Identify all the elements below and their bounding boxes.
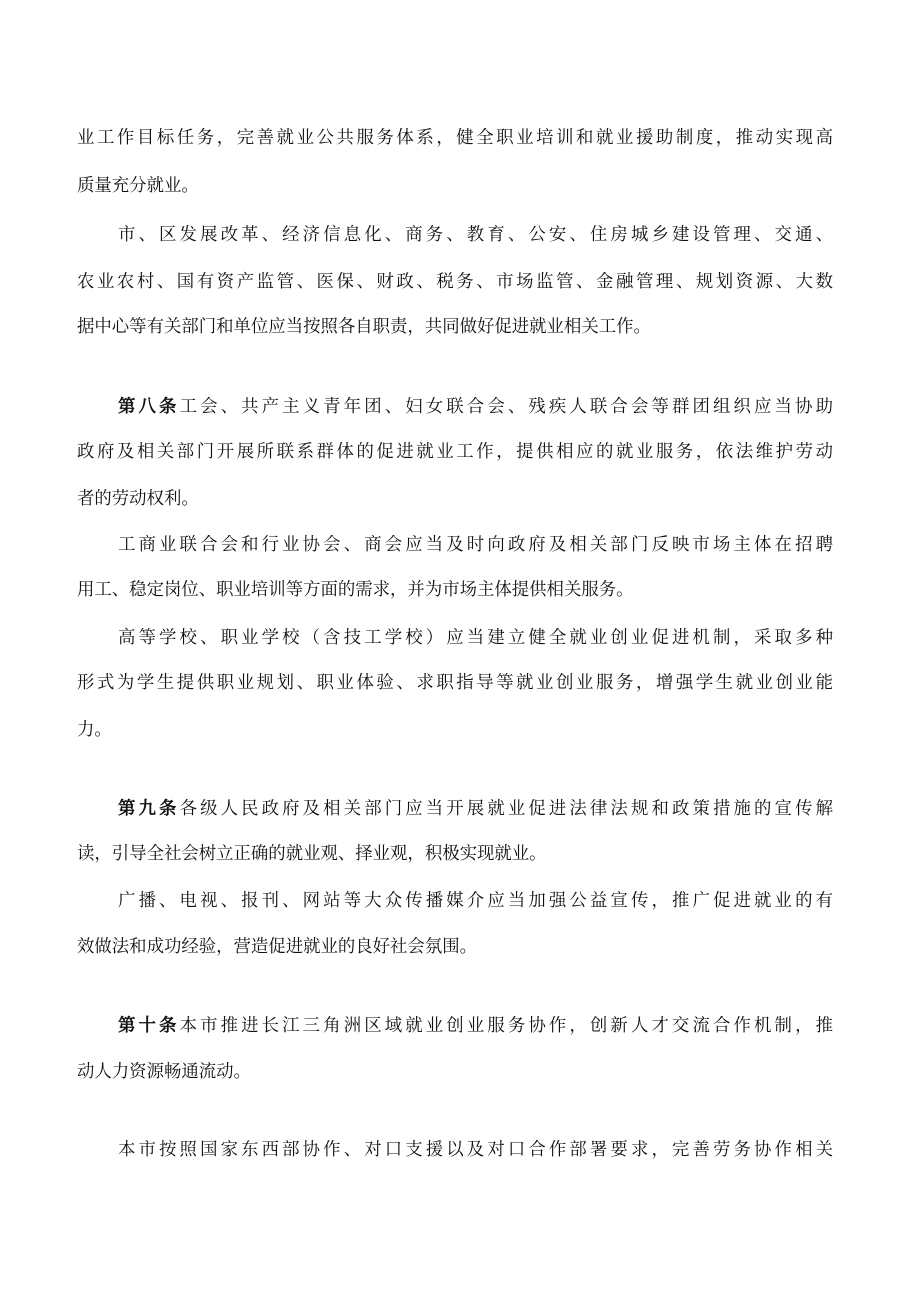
article-10-text: 本市推进长江三角洲区域就业创业服务协作，创新人才交流合作机制，推 bbox=[179, 1016, 833, 1036]
paragraph-line: 用工、稳定岗位、职业培训等方面的需求，并为市场主体提供相关服务。 bbox=[77, 580, 634, 600]
paragraph-line: 力。 bbox=[77, 720, 112, 740]
paragraph-line: 农业农村、国有资产监管、医保、财政、税务、市场监管、金融管理、规划资源、大数 bbox=[77, 272, 833, 292]
article-9-first-line bbox=[118, 797, 833, 821]
paragraph-line: 工商业联合会和行业协会、商会应当及时向政府及相关部门反映市场主体在招聘 bbox=[118, 535, 833, 555]
paragraph-line: 质量充分就业。 bbox=[77, 176, 199, 196]
paragraph-line: 形式为学生提供职业规划、职业体验、求职指导等就业创业服务，增强学生就业创业能 bbox=[77, 673, 833, 693]
paragraph-line: 者的劳动权利。 bbox=[77, 489, 199, 509]
paragraph-line: 高等学校、职业学校（含技工学校）应当建立健全就业创业促进机制，采取多种 bbox=[118, 628, 833, 648]
paragraph-line: 效做法和成功经验，营造促进就业的良好社会氛围。 bbox=[77, 937, 477, 957]
paragraph-line: 动人力资源畅通流动。 bbox=[77, 1062, 251, 1082]
article-9-text: 各级人民政府及相关部门应当开展就业促进法律法规和政策措施的宣传解 bbox=[179, 799, 833, 819]
article-8-text: 工会、共产主义青年团、妇女联合会、残疾人联合会等群团组织应当协助 bbox=[179, 397, 833, 417]
paragraph-line: 市、区发展改革、经济信息化、商务、教育、公安、住房城乡建设管理、交通、 bbox=[118, 225, 833, 245]
paragraph-line: 广播、电视、报刊、网站等大众传播媒介应当加强公益宣传，推广促进就业的有 bbox=[118, 891, 833, 911]
article-8-heading: 第八条 bbox=[118, 397, 180, 417]
paragraph-line: 本市按照国家东西部协作、对口支援以及对口合作部署要求，完善劳务协作相关 bbox=[118, 1140, 833, 1160]
article-8-first-line bbox=[118, 395, 833, 419]
article-10-first-line bbox=[118, 1014, 833, 1038]
article-10-heading: 第十条 bbox=[118, 1016, 180, 1036]
paragraph-line: 读，引导全社会树立正确的就业观、择业观，积极实现就业。 bbox=[77, 844, 547, 864]
paragraph-line: 据中心等有关部门和单位应当按照各自职责，共同做好促进就业相关工作。 bbox=[77, 317, 651, 337]
paragraph-line: 政府及相关部门开展所联系群体的促进就业工作，提供相应的就业服务，依法维护劳动 bbox=[77, 442, 833, 462]
paragraph-line: 业工作目标任务，完善就业公共服务体系，健全职业培训和就业援助制度，推动实现高 bbox=[77, 128, 833, 148]
article-9-heading: 第九条 bbox=[118, 799, 180, 819]
